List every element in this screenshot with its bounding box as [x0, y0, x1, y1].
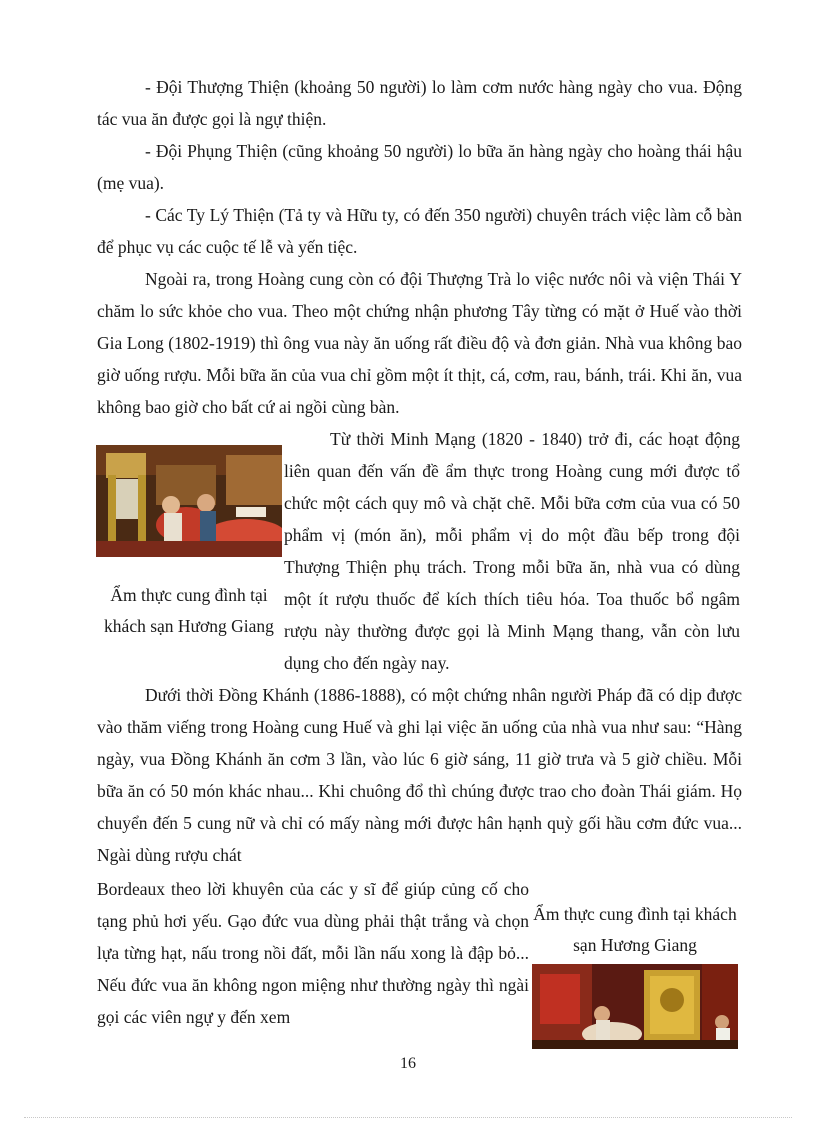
photo-royal-cuisine-1	[96, 445, 282, 557]
photo-royal-cuisine-2	[532, 964, 738, 1049]
footer-divider	[24, 1117, 792, 1118]
paragraph-gia-long: Ngoài ra, trong Hoàng cung còn có đội Thượng Trà lo việc nước nôi và viện Thái Y chăm lo sức khỏe cho vua. Theo một chứng nhận phương Tây từng có mặt ở Huế vào thời Gia Long (1802-1919) thì ông vua này ăn uống rất điều độ và đơn giản. Nhà vua không bao giờ uống rượu. Mỗi bữa ăn của vua chỉ gồm một ít thịt, cá, cơm, rau, bánh, trái. Khi ăn, vua không bao giờ cho bất cứ ai ngồi cùng bàn.	[97, 269, 742, 417]
paragraph-ly-thien: - Các Ty Lý Thiện (Tả ty và Hữu ty, có đến 350 người) chuyên trách việc làm cỗ bàn để phục vụ các cuộc tế lễ và yến tiệc.	[97, 205, 742, 257]
photo-caption-1: Ẩm thực cung đình tại khách sạn Hương Giang	[104, 585, 274, 636]
photo-royal-cuisine-1-image	[96, 445, 282, 557]
paragraph-phung-thien: - Đội Phụng Thiện (cũng khoảng 50 người) lo bữa ăn hàng ngày cho hoàng thái hậu (mẹ vua).	[97, 141, 742, 193]
paragraph-thuong-thien: - Đội Thượng Thiện (khoảng 50 người) lo làm cơm nước hàng ngày cho vua. Động tác vua ăn được gọi là ngự thiện.	[97, 77, 742, 129]
paragraph-bordeaux: Bordeaux theo lời khuyên của các y sĩ để giúp củng cố cho tạng phủ hơi yếu. Gạo đức vua dùng phải thật trắng và chọn lựa từng hạt, nấu trong nồi đất, mỗi lần nấu xong là đập bỏ... Nếu đức vua ăn không ngon miệng như thường ngày thì ngài gọi các viên ngự y đến xem	[97, 879, 529, 1027]
photo-royal-cuisine-2-image	[532, 964, 738, 1049]
photo-caption-2: Ẩm thực cung đình tại khách sạn Hương Giang	[533, 904, 737, 955]
paragraph-minh-mang: Từ thời Minh Mạng (1820 - 1840) trở đi, các hoạt động liên quan đến vấn đề ẩm thực trong Hoàng cung mới được tổ chức một cách quy mô và chặt chẽ. Mỗi bữa cơm của vua có 50 phẩm vị (món ăn), mỗi phẩm vị do một đầu bếp trong đội Thượng Thiện phụ trách. Trong mỗi bữa ăn, nhà vua có dùng một ít rượu thuốc để kích thích tiêu hóa. Toa thuốc bổ ngâm rượu này thường được gọi là Minh Mạng thang, vẫn còn lưu dụng cho đến ngày nay.	[284, 429, 740, 673]
page-number: 16	[400, 1055, 416, 1072]
paragraph-dong-khanh: Dưới thời Đồng Khánh (1886-1888), có một chứng nhân người Pháp đã có dịp được vào thăm viếng trong Hoàng cung Huế và ghi lại việc ăn uống của nhà vua như sau: “Hàng ngày, vua Đồng Khánh ăn cơm 3 lần, vào lúc 6 giờ sáng, 11 giờ trưa và 5 giờ chiều. Mỗi bữa ăn có 50 món khác nhau... Khi chuông đổ thì chúng được trao cho đoàn Thái giám. Họ chuyển đến 5 cung nữ và chỉ có mấy nàng mới được hân hạnh quỳ gối hầu cơm đức vua... Ngài dùng rượu chát	[97, 685, 742, 865]
